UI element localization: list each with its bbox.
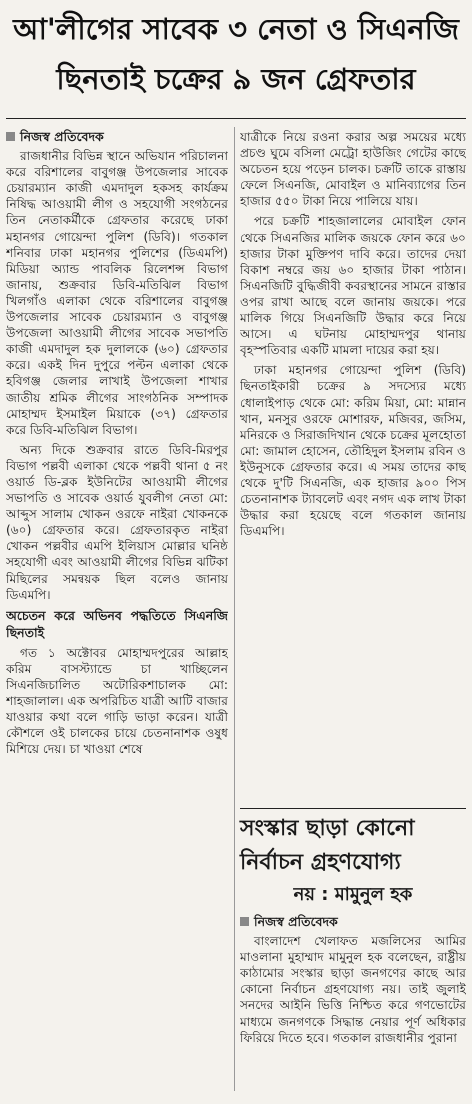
headline-rule (6, 118, 466, 119)
second-story (240, 812, 466, 1104)
headline-line-2: ছিনতাই চক্রের ৯ জন গ্রেফতার (56, 62, 416, 96)
right-column (240, 129, 466, 801)
second-paragraph-1: বাংলাদেশ খেলাফত মজলিসের আমির মাওলানা মুহাম্মাদ মামুনুল হক বলেছেন, রাষ্ট্রীয় কাঠামোর সংস্কার ছাড়া জনগণের কাছে আর কোনো নির্বাচন গ্রহণযোগ্য নয়। তাই জুলাই সনদের আইনি ভিত্তি নিশ্চিত করে গণভোটের মাধ্যমে জনগণকে সিদ্ধান্ত নেয়ার পূর্ণ অধিকার ফিরিয়ে দিতে হবে। গতকাল রাজধানীর পুরানা (240, 934, 466, 1045)
byline-square-icon (6, 132, 15, 141)
left-subhead: অচেতন করে অভিনব পদ্ধতিতে সিএনজি ছিনতাই (6, 607, 228, 640)
second-title-line-1: সংস্কার ছাড়া কোনো (240, 816, 415, 841)
left-paragraph-1: রাজধানীর বিভিন্ন স্থানে অভিযান পরিচালনা করে বরিশালের বাবুগঞ্জ উপজেলার সাবেক চেয়ারম্যান কাজী এমদাদুল হকসহ কার্যক্রম নিষিদ্ধ আওয়ামী লীগ ও সহযোগী সংগঠনের তিন নেতাকর্মীকে গ্রেফতার করেছে ঢাকা মহানগর গোয়েন্দা পুলিশ (ডিবি)। গতকাল শনিবার ঢাকা মহানগর পুলিশের (ডিএমপি) মিডিয়া অ্যান্ড পাবলিক রিলেশন্স বিভাগ জানায়, শুক্রবার ডিবি-মতিঝিল বিভাগ খিলগাঁও এলাকা থেকে বরিশালের বাবুগঞ্জ উপজেলার সাবেক চেয়ারম্যান ও বাবুগঞ্জ উপজেলা আওয়ামী লীগের সাবেক সভাপতি কাজী এমদাদুল হক দুলালকে (৬০) গ্রেফতার করে। একই দিন দুপুরে পল্টন এলাকা থেকে হবিগঞ্জ জেলার লাখাই উপজেলা শাখার জাতীয় শ্রমিক লীগের সাংগঠনিক সম্পাদক মোহাম্মদ ইসমাইল মিয়াকে (৩৭) গ্রেফতার করে ডিবি-মতিঝিল বিভাগ। (6, 149, 228, 437)
left-paragraph-2: অন্য দিকে শুক্রবার রাতে ডিবি-মিরপুর বিভাগ পল্লবী এলাকা থেকে পল্লবী থানা ৫ নং ওয়ার্ড ডি-ব্লক ইউনিটের আওয়ামী লীগের সভাপতি ও সাবেক ওয়ার্ড যুবলীগ নেতা মো: আব্দুস সালাম খোকন ওরফে নাইরা খোকনকে (৬০) গ্রেফতার করে। গ্রেফতারকৃত নাইরা খোকন পল্লবীর এমপি ইলিয়াস মোল্লার ঘনিষ্ঠ সহযোগী এবং আওয়ামী লীগের বিভিন্ন ঝটিকা মিছিলের সমন্বয়ক ছিল বলেও জানায় ডিএমপি। (6, 442, 228, 602)
second-byline: নিজস্ব প্রতিবেদক (240, 914, 466, 930)
left-column (6, 129, 228, 1091)
right-paragraph-1: যাত্রীকে নিয়ে রওনা করার অল্প সময়ের মধ্যে প্রচণ্ড ঘুমে বসিলা মেট্রো হাউজিং গেটের কাছে অচেতন হয়ে পড়েন চালক। চক্রটি তাকে রাস্তায় ফেলে সিএনজি, মোবাইল ও মানিব্যাগের তিন হাজার ৫৫০ টাকা নিয়ে পালিয়ে যায়। (240, 130, 466, 209)
headline (6, 4, 466, 104)
second-story-rule (240, 808, 466, 809)
second-title-line-2: নির্বাচন গ্রহণযোগ্য (240, 850, 401, 875)
left-byline: নিজস্ব প্রতিবেদক (6, 129, 228, 145)
right-paragraph-3: ঢাকা মহানগর গোয়েন্দা পুলিশ (ডিবি) ছিনতাইকারী চক্রের ৯ সদস্যের মধ্যে ধোলাইপাড় থেকে মো: করিম মিয়া, মো: মান্নান খান, মনসুর ওরফে মোশারফ, মজিবর, জসিম, মনিরকে ও সিরাজদিখান থেকে চক্রের মূলহোতা মো: জামাল হোসেন, তৌহিদুল ইসলাম রবিন ও ইউনুসকে গ্রেফতার করে। এ সময় তাদের কাছ থেকে দু'টি সিএনজি, এক হাজার ৯০০ পিস চেতনানাশক ট্যাবলেট এবং নগদ এক লাখ টাকা উদ্ধার করা হয়েছে বলে গতকাল জানায় ডিএমপি। (240, 363, 466, 539)
left-paragraph-3: গত ১ অক্টোবর মোহাম্মদপুরের আল্লাহ করিম বাসস্ট্যান্ডে চা খাচ্ছিলেন সিএনজিচালিত অটোরিকশাচালক মো: শাহজালাল। এক অপরিচিত যাত্রী আটি বাজার যাওয়ার কথা বলে গাড়ি ভাড়া করেন। যাত্রী কৌশলে ওই চালকের চায়ে চেতনানাশক ওষুধ মিশিয়ে দেয়। চা খাওয়া শেষে (6, 645, 228, 757)
second-body (240, 914, 466, 1104)
byline-square-icon (240, 917, 249, 926)
column-divider (234, 127, 235, 1091)
headline-line-1: আ'লীগের সাবেক ৩ নেতা ও সিএনজি (13, 12, 459, 46)
right-paragraph-2: পরে চক্রটি শাহজালালের মোবাইল ফোন থেকে সিএনজির মালিক জয়কে ফোন করে ৬০ হাজার টাকা মুক্তিপণ দাবি করে। তাদের দেয়া বিকাশ নম্বরে জয় ৬০ হাজার টাকা পাঠান। সিএনজিটি বুদ্ধিজীবী কবরস্থানের সামনে রাস্তার ওপর রাখা আছে বলে জানায় জয়কে। পরে মালিক গিয়ে সিএনজিটি উদ্ধার করে নিয়ে আসে। এ ঘটনায় মোহাম্মদপুর থানায় বৃহস্পতিবার একটি মামলা দায়ের করা হয়। (240, 214, 466, 358)
second-title-line-3: নয় : মামুনুল হক (293, 884, 413, 905)
